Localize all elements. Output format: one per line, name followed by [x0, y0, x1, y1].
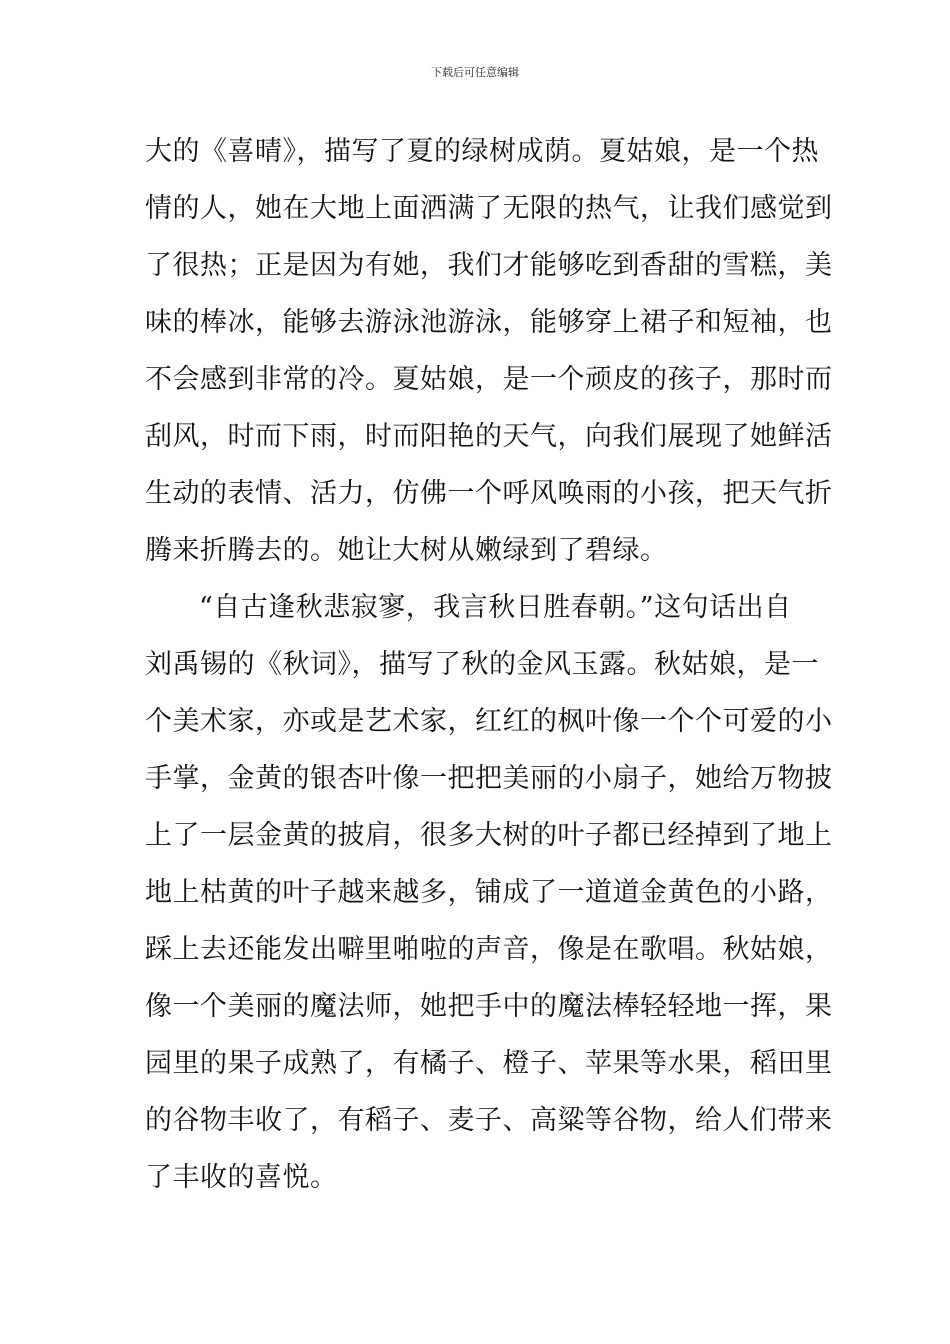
document-body — [145, 130, 833, 1213]
text-line: 了丰收的喜悦。 — [145, 1162, 338, 1193]
text-line: 的谷物丰收了，有稻子、麦子、高粱等谷物，给人们带来 — [145, 1105, 833, 1136]
text-line: 园里的果子成熟了，有橘子、橙子、苹果等水果，稻田里 — [145, 1048, 833, 1079]
text-line: 踩上去还能发出噼里啪啦的声音，像是在歌唱。秋姑娘， — [145, 934, 833, 965]
text-line: 个美术家，亦或是艺术家，红红的枫叶像一个个可爱的小 — [145, 706, 833, 737]
page-header: 下载后可任意编辑 — [431, 66, 519, 79]
text-line: 刘禹锡的《秋词》，描写了秋的金风玉露。秋姑娘，是一 — [145, 649, 819, 680]
text-line: 了很热；正是因为有她，我们才能够吃到香甜的雪糕，美 — [145, 250, 833, 281]
text-line: 上了一层金黄的披肩，很多大树的叶子都已经掉到了地上 — [145, 820, 833, 851]
text-line: 腾来折腾去的。她让大树从嫩绿到了碧绿。 — [145, 535, 668, 566]
text-line: 像一个美丽的魔法师，她把手中的魔法棒轻轻地一挥，果 — [145, 991, 833, 1022]
text-line: 大的《喜晴》，描写了夏的绿树成荫。夏姑娘，是一个热 — [145, 136, 819, 167]
paragraph-first-line: “自古逢秋悲寂寥，我言秋日胜春朝。”这句话出自 — [199, 592, 792, 623]
text-line: 生动的表情、活力，仿佛一个呼风唤雨的小孩，把天气折 — [145, 478, 833, 509]
text-line: 地上枯黄的叶子越来越多，铺成了一道道金黄色的小路， — [145, 877, 833, 908]
text-line: 刮风，时而下雨，时而阳艳的天气，向我们展现了她鲜活 — [145, 421, 833, 452]
text-line: 手掌，金黄的银杏叶像一把把美丽的小扇子，她给万物披 — [145, 763, 833, 794]
text-line: 情的人，她在大地上面洒满了无限的热气，让我们感觉到 — [145, 193, 833, 224]
text-line: 不会感到非常的冷。夏姑娘，是一个顽皮的孩子，那时而 — [145, 364, 833, 395]
text-line: 味的棒冰，能够去游泳池游泳，能够穿上裙子和短袖，也 — [145, 307, 833, 338]
